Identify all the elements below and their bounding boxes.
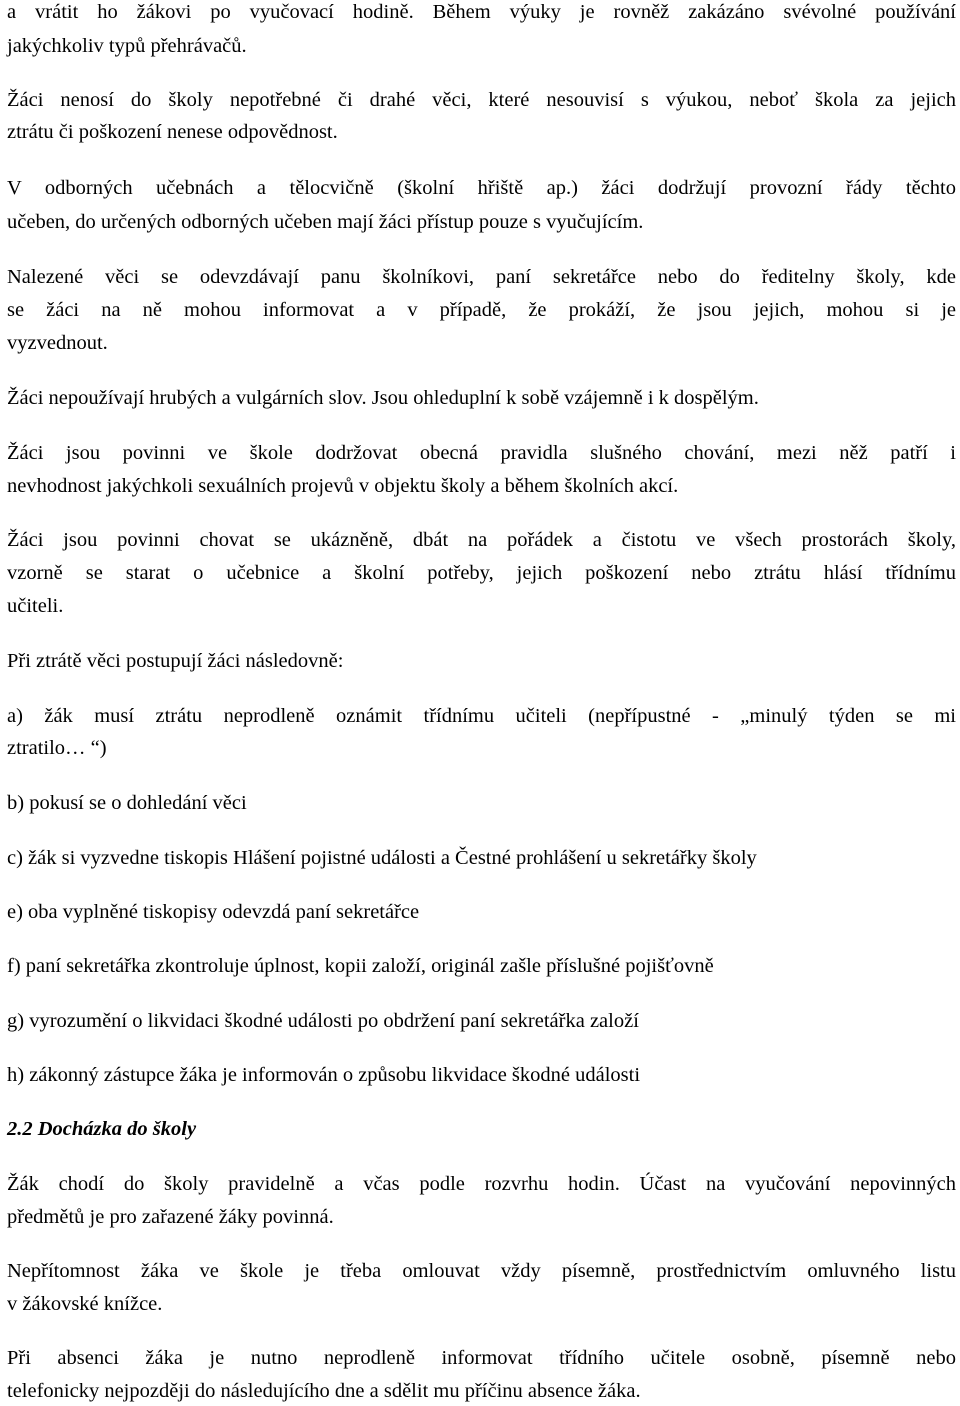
paragraph-line: učeben, do určených odborných učeben mají žáci přístup pouze s vyučujícím. — [7, 211, 644, 233]
paragraph-line: Žáci nepoužívají hrubých a vulgárních slov. Jsou ohleduplní k sobě vzájemně i k dospělým. — [7, 387, 759, 409]
list-item: f) paní sekretářka zkontroluje úplnost, kopii založí, originál zašle příslušné pojišťovně — [7, 955, 714, 977]
paragraph-line: Žáci nenosí do školy nepotřebné či drahé věci, které nesouvisí s výukou, neboť škola za jejich — [7, 89, 956, 111]
paragraph-line: Při absenci žáka je nutno neprodleně informovat třídního učitele osobně, písemně nebo — [7, 1347, 956, 1369]
list-item: b) pokusí se o dohledání věci — [7, 792, 247, 814]
list-item: ztratilo… “) — [7, 737, 107, 759]
paragraph-line: ztrátu či poškození nenese odpovědnost. — [7, 121, 338, 143]
list-item: c) žák si vyzvedne tiskopis Hlášení pojistné události a Čestné prohlášení u sekretářky školy — [7, 847, 757, 869]
paragraph-line: Žák chodí do školy pravidelně a včas podle rozvrhu hodin. Účast na vyučování nepovinných — [7, 1173, 956, 1195]
paragraph-line: učiteli. — [7, 595, 64, 617]
paragraph-line: jakýchkoliv typů přehrávačů. — [7, 35, 247, 57]
paragraph-line: a vrátit ho žákovi po vyučovací hodině. Během výuky je rovněž zakázáno svévolné používání — [7, 1, 956, 23]
paragraph-line: vzorně se starat o učebnice a školní potřeby, jejich poškození nebo ztrátu hlásí třídnímu — [7, 562, 956, 584]
paragraph-line: předmětů je pro zařazené žáky povinná. — [7, 1206, 334, 1228]
paragraph-line: v žákovské knížce. — [7, 1293, 163, 1315]
paragraph-line: Žáci jsou povinni chovat se ukázněně, dbát na pořádek a čistotu ve všech prostorách školy, — [7, 529, 956, 551]
list-item: h) zákonný zástupce žáka je informován o způsobu likvidace škodné události — [7, 1064, 641, 1086]
list-item: g) vyrozumění o likvidaci škodné události po obdržení paní sekretářka založí — [7, 1010, 639, 1032]
paragraph-line: Nalezené věci se odevzdávají panu školníkovi, paní sekretářce nebo do ředitelny školy, kde — [7, 266, 956, 288]
list-item: a) žák musí ztrátu neprodleně oznámit třídnímu učiteli (nepřípustné - „minulý týden se mi — [7, 705, 956, 727]
paragraph-line: Žáci jsou povinni ve škole dodržovat obecná pravidla slušného chování, mezi něž patří i — [7, 442, 956, 464]
paragraph-line: se žáci na ně mohou informovat a v případě, že prokáží, že jsou jejich, mohou si je — [7, 299, 956, 321]
paragraph-line: V odborných učebnách a tělocvičně (školní hřiště ap.) žáci dodržují provozní řády těchto — [7, 177, 956, 199]
paragraph-line: nevhodnost jakýchkoli sexuálních projevů v objektu školy a během školních akcí. — [7, 475, 679, 497]
section-heading: 2.2 Docházka do školy — [7, 1118, 197, 1140]
list-item: e) oba vyplněné tiskopisy odevzdá paní sekretářce — [7, 901, 420, 923]
paragraph-line: vyzvednout. — [7, 332, 108, 354]
paragraph-line: Při ztrátě věci postupují žáci následovně: — [7, 650, 344, 672]
paragraph-line: Nepřítomnost žáka ve škole je třeba omlouvat vždy písemně, prostřednictvím omluvného listu — [7, 1260, 956, 1282]
paragraph-line: telefonicky nejpozději do následujícího dne a sdělit mu příčinu absence žáka. — [7, 1380, 641, 1402]
